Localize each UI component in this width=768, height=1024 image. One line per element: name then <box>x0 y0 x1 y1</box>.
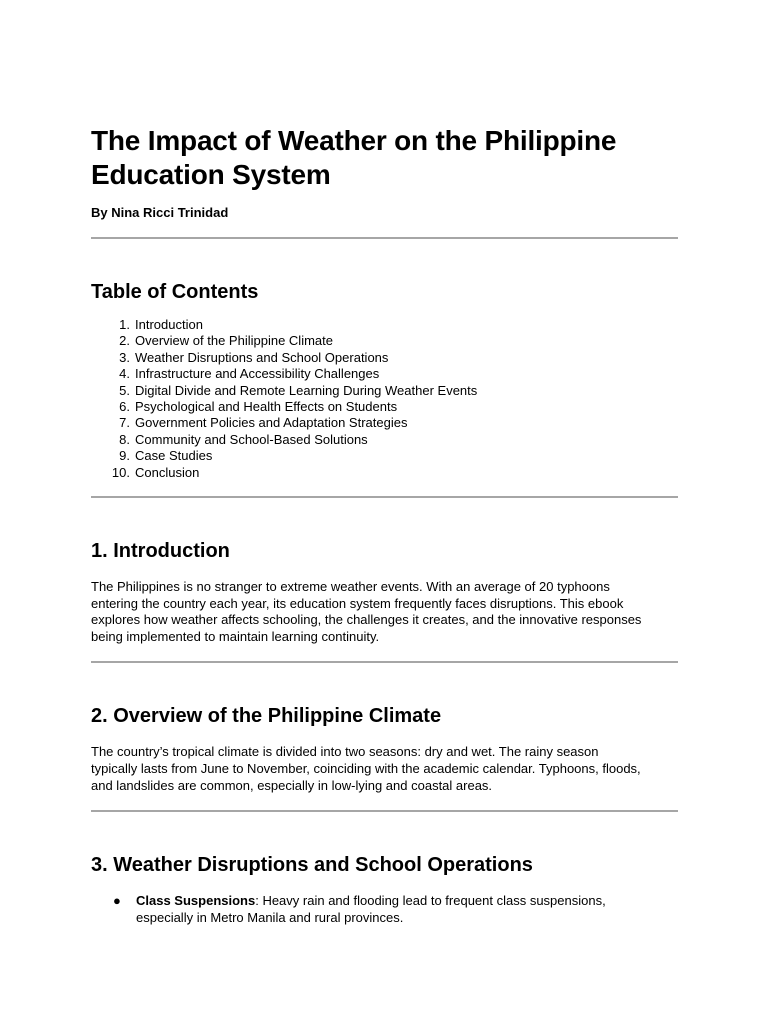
title-line-1: The Impact of Weather on the Philippine <box>91 125 617 156</box>
toc-number: 7. <box>119 415 130 431</box>
toc-item[interactable] <box>91 350 678 366</box>
toc-item[interactable] <box>91 399 678 415</box>
toc-item[interactable] <box>91 448 678 464</box>
toc-number: 6. <box>119 399 130 415</box>
toc-heading: Table of Contents <box>91 281 259 303</box>
toc-label: Introduction <box>135 317 203 332</box>
toc-number: 9. <box>119 448 130 464</box>
paragraph-line: being implemented to maintain learning continuity. <box>91 628 380 644</box>
paragraph-line: typically lasts from June to November, coinciding with the academic calendar. Typhoons, floods, <box>91 761 641 777</box>
paragraph-line: entering the country each year, its education system frequently faces disruptions. This ebook <box>91 595 624 611</box>
toc-label: Government Policies and Adaptation Strategies <box>135 415 408 431</box>
toc-item[interactable] <box>91 415 678 431</box>
disruptions-list <box>91 893 678 926</box>
toc-number: 5. <box>119 382 130 398</box>
toc-label: Case Studies <box>135 448 213 464</box>
list-item <box>91 893 678 926</box>
toc-item[interactable] <box>91 432 678 448</box>
title-line-2: Education System <box>91 159 331 190</box>
toc-label: Psychological and Health Effects on Students <box>135 399 398 415</box>
section-heading-climate: 2. Overview of the Philippine Climate <box>91 705 442 728</box>
paragraph-line: and landslides are common, especially in low-lying and coastal areas. <box>91 777 493 793</box>
toc-number: 2. <box>119 333 130 349</box>
paragraph-line: explores how weather affects schooling, the challenges it creates, and the innovative responses <box>91 612 642 628</box>
climate-paragraph <box>91 744 678 794</box>
divider <box>91 496 678 498</box>
list-item-text: especially in Metro Manila and rural provinces. <box>136 909 404 925</box>
toc-item[interactable] <box>91 317 678 333</box>
toc-item[interactable] <box>91 465 678 481</box>
toc-number: 1. <box>119 317 130 332</box>
toc-number: 10. <box>111 464 130 480</box>
toc-label: Community and School-Based Solutions <box>135 431 368 447</box>
toc-item[interactable] <box>91 383 678 399</box>
section-heading-disruptions: 3. Weather Disruptions and School Operations <box>91 854 533 877</box>
toc-number: 8. <box>119 431 130 447</box>
list-item-term: Class Suspensions <box>136 893 256 909</box>
paragraph-line: The Philippines is no stranger to extreme weather events. With an average of 20 typhoons <box>91 579 610 595</box>
paragraph-line: The country’s tropical climate is divided into two seasons: dry and wet. The rainy season <box>91 744 599 760</box>
bullet-icon: ● <box>113 893 121 909</box>
author-byline: By Nina Ricci Trinidad <box>91 205 229 220</box>
toc-label: Digital Divide and Remote Learning During Weather Events <box>135 382 478 398</box>
toc-item[interactable] <box>91 333 678 349</box>
toc-number: 4. <box>119 366 130 382</box>
toc-label: Conclusion <box>135 464 200 480</box>
divider <box>91 237 678 239</box>
toc-number: 3. <box>119 349 130 365</box>
introduction-paragraph <box>91 579 678 645</box>
divider <box>91 810 678 812</box>
list-item-text: : Heavy rain and flooding lead to frequent class suspensions, <box>255 893 606 909</box>
section-heading-introduction: 1. Introduction <box>91 540 230 563</box>
toc-label: Infrastructure and Accessibility Challenges <box>135 366 380 382</box>
table-of-contents <box>91 317 678 481</box>
toc-item[interactable] <box>91 366 678 382</box>
document-title <box>91 0 678 192</box>
divider <box>91 661 678 663</box>
toc-label: Weather Disruptions and School Operations <box>135 349 389 365</box>
toc-label: Overview of the Philippine Climate <box>135 333 333 349</box>
